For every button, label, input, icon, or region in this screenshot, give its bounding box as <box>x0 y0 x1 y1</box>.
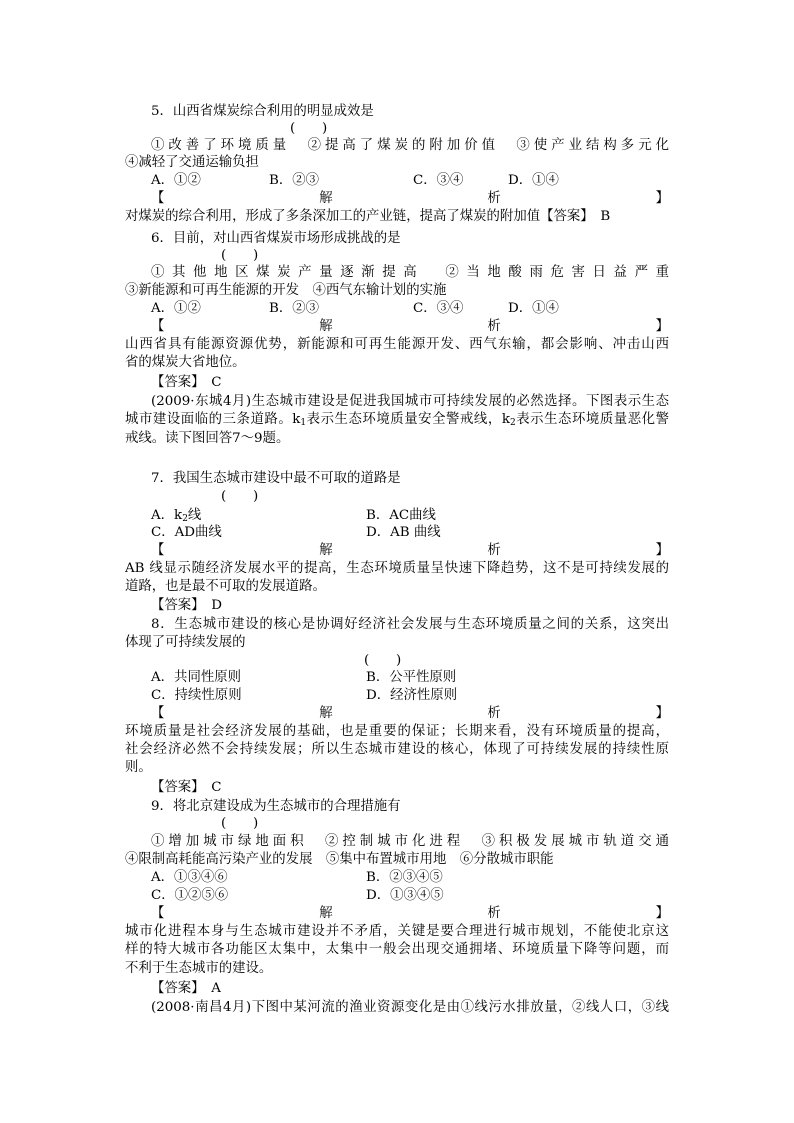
q9-stem: 9．将北京建设成为生态城市的合理措施有 <box>151 799 401 814</box>
q9-items-line2: ④限制高耗能高污染产业的发展 ⑤集中布置城市用地 ⑥分散城市职能 <box>125 852 554 867</box>
q6-option-b[interactable]: B．②③ <box>269 301 320 316</box>
q6-option-d[interactable]: D．①④ <box>508 301 559 316</box>
q7-answer-paren: ( ) <box>221 489 259 504</box>
q9-option-d[interactable]: D．①③④⑤ <box>366 888 444 903</box>
q9-answer-paren: ( ) <box>221 816 259 831</box>
q8-analysis-line2: 社会经济必然不会持续发展；所以生态城市建设的核心，体现了可持续发展的持续性原 <box>125 742 669 757</box>
bracket-close: 】 <box>655 319 669 334</box>
q7-analysis-heading <box>151 542 669 559</box>
q7-analysis-line2: 道路，也是最不可取的发展道路。 <box>125 579 326 594</box>
q5-option-d[interactable]: D．①④ <box>508 173 559 188</box>
intro2-line1: (2008·南昌4月)下图中某河流的渔业资源变化是由①线污水排放量，②线人口，③线 <box>151 1000 669 1015</box>
bracket-open: 【 <box>151 706 165 721</box>
q6-option-c[interactable]: C．③④ <box>413 301 464 316</box>
intro1-line3: 戒线。读下图回答7～9题。 <box>125 431 290 446</box>
q6-answer: 【答案】 C <box>151 375 222 390</box>
q8-analysis-line3: 则。 <box>125 760 152 775</box>
q7-analysis-line1: AB 线显示随经济发展水平的提高，生态环境质量呈快速下降趋势，这不是可持续发展的 <box>125 561 669 576</box>
xi-char: 析 <box>487 906 501 921</box>
q8-option-c[interactable]: C．持续性原则 <box>151 688 242 703</box>
q7-option-a[interactable]: A．$k_2$线 <box>151 508 202 524</box>
q7-option-c[interactable]: C．AD曲线 <box>151 525 222 540</box>
q5-option-c[interactable]: C．③④ <box>413 173 464 188</box>
q7-answer: 【答案】 D <box>151 598 222 613</box>
q8-stem-line2: 体现了可持续发展的 <box>125 635 246 650</box>
q7-stem: 7．我国生态城市建设中最不可取的道路是 <box>151 471 401 486</box>
xi-char: 析 <box>487 191 501 206</box>
jie-char: 解 <box>319 706 333 721</box>
jie-char: 解 <box>319 543 333 558</box>
q8-answer: 【答案】 C <box>151 780 222 795</box>
intro1-line2: 城市建设面临的三条道路。$k_1$表示生态环境质量安全警戒线，$k_2$表示生态环境质量恶化警 <box>125 412 669 428</box>
jie-char: 解 <box>319 319 333 334</box>
q9-items-line1: ①增加城市绿地面积 ②控制城市化进程 ③积极发展城市轨道交通 <box>151 834 669 849</box>
q6-analysis-line1: 山西省具有能源资源优势，新能源和可再生能源开发、西气东输，都会影响、冲击山西 <box>125 337 669 352</box>
q5-option-b[interactable]: B．②③ <box>269 173 320 188</box>
q8-answer-paren: ( ) <box>364 653 402 668</box>
bracket-open: 【 <box>151 319 165 334</box>
xi-char: 析 <box>487 706 501 721</box>
q9-analysis-line1: 城市化进程本身与生态城市建设并不矛盾，关键是要合理进行城市规划，不能使北京这 <box>125 924 669 939</box>
q5-items-line2: ④减轻了交通运输负担 <box>125 155 259 170</box>
q9-analysis-line3: 不利于生态城市的建设。 <box>125 961 273 976</box>
q6-answer-paren: ( ) <box>221 248 259 263</box>
xi-char: 析 <box>487 319 501 334</box>
q5-analysis-heading <box>151 190 669 207</box>
jie-char: 解 <box>319 191 333 206</box>
q6-analysis-line2: 省的煤炭大省地位。 <box>125 355 246 370</box>
q6-stem: 6．目前，对山西省煤炭市场形成挑战的是 <box>151 231 401 246</box>
q8-analysis-heading <box>151 705 669 722</box>
bracket-close: 】 <box>655 543 669 558</box>
q5-answer-paren: ( ) <box>290 121 328 136</box>
q6-items-line2: ③新能源和可再生能源的开发 ④西气东输计划的实施 <box>125 283 447 298</box>
intro1-line1: (2009·东城4月)生态城市建设是促进我国城市可持续发展的必然选择。下图表示生态 <box>151 394 669 409</box>
q8-option-d[interactable]: D．经济性原则 <box>366 688 458 703</box>
q6-option-a[interactable]: A．①② <box>151 301 201 316</box>
bracket-open: 【 <box>151 906 165 921</box>
q7-option-d[interactable]: D．AB 曲线 <box>366 525 441 540</box>
xi-char: 析 <box>487 543 501 558</box>
q8-option-b[interactable]: B．公平性原则 <box>366 670 457 685</box>
q8-stem-line1: 8．生态城市建设的核心是协调好经济社会发展与生态环境质量之间的关系，这突出 <box>151 617 669 632</box>
q8-option-a[interactable]: A．共同性原则 <box>151 670 242 685</box>
q5-stem: 5．山西省煤炭综合利用的明显成效是 <box>151 104 374 119</box>
q6-items-line1: ①其他地区煤炭产量逐渐提高 ②当地酸雨危害日益严重 <box>151 265 669 280</box>
bracket-close: 】 <box>655 906 669 921</box>
q9-option-c[interactable]: C．①②⑤⑥ <box>151 888 229 903</box>
bracket-close: 】 <box>655 191 669 206</box>
bracket-open: 【 <box>151 191 165 206</box>
jie-char: 解 <box>319 906 333 921</box>
q5-option-a[interactable]: A．①② <box>151 173 201 188</box>
q5-analysis-line1: 对煤炭的综合利用，形成了多条深加工的产业链，提高了煤炭的附加值【答案】 B <box>125 209 611 224</box>
q8-analysis-line1: 环境质量是社会经济发展的基础，也是重要的保证；长期来看，没有环境质量的提高， <box>125 724 669 739</box>
q9-analysis-line2: 样的特大城市各功能区太集中，太集中一般会出现交通拥堵、环境质量下降等问题，而 <box>125 942 669 957</box>
q9-option-b[interactable]: B．②③④⑤ <box>366 870 443 885</box>
q5-items-line1: ①改善了环境质量 ②提高了煤炭的附加价值 ③使产业结构多元化 <box>151 138 669 153</box>
q7-option-b[interactable]: B．AC曲线 <box>366 508 436 523</box>
q6-analysis-heading <box>151 318 669 335</box>
q9-answer: 【答案】 A <box>151 981 221 996</box>
bracket-close: 】 <box>655 706 669 721</box>
q9-analysis-heading <box>151 905 669 922</box>
bracket-open: 【 <box>151 543 165 558</box>
q9-option-a[interactable]: A．①③④⑥ <box>151 870 228 885</box>
